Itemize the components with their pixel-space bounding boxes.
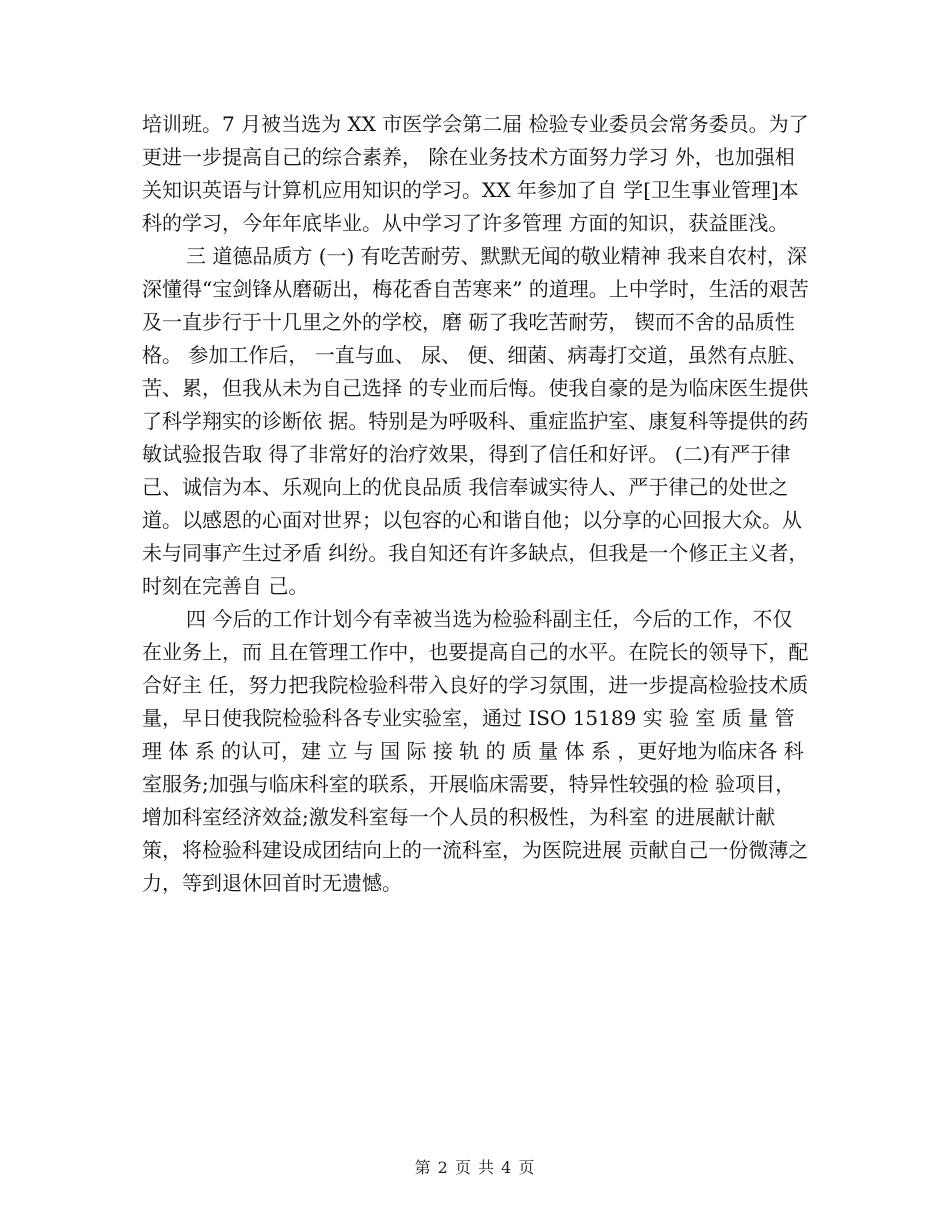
document-body: [142, 108, 812, 900]
page-number-footer: 第 2 页 共 4 页: [414, 1158, 536, 1177]
paragraph-work-plan: 四 今后的工作计划今有幸被当选为检验科副主任，今后的工作，不仅在业务上，而 且在管理工作中，也要提高自己的水平。在院长的领导下，配合好主 任，努力把我院检验科带入良好的学习氛围，进一步提高检验技术质 量，早日使我院检验科各专业实验室，通过 ISO 15189 实 验 室 质 量 管 理 体 系 的认可，建 立 与 国 际 接 轨 的 质 量 体 系 ，更好地为临床各 科室服务;加强与临床科室的联系，开展临床需要，特异性较强的检 验项目，增加科室经济效益;激发科室每一个人员的积极性，为科室 的进展献计献策，将检验科建设成团结向上的一流科室，为医院进展 贡献自己一份微薄之力，等到退休回首时无遗憾。: [142, 607, 809, 895]
paragraph-continuation: 培训班。7 月被当选为 XX 市医学会第二届 检验专业委员会常务委员。为了更进一步提高自己的综合素养， 除在业务技术方面努力学习 外，也加强相关知识英语与计算机应用知识的学习。XX 年参加了自 学[卫生事业管理]本科的学习，今年年底毕业。从中学习了许多管理 方面的知识，获益匪浅。: [142, 112, 809, 235]
paragraph-moral-character: 三 道德品质方 (一) 有吃苦耐劳、默默无闻的敬业精神 我来自农村，深深懂得“宝剑锋从磨砺出，梅花香自苦寒来” 的道理。上中学时，生活的艰苦及一直步行于十几里之外的学校，磨 砺了我吃苦耐劳， 锲而不舍的品质性格。 参加工作后， 一直与血、 尿、 便、细菌、病毒打交道，虽然有点脏、苦、累，但我从未为自己选择 的专业而后悔。使我自豪的是为临床医生提供了科学翔实的诊断依 据。特别是为呼吸科、重症监护室、康复科等提供的药敏试验报告取 得了非常好的治疗效果，得到了信任和好评。 (二)有严于律己、诚信为本、乐观向上的优良品质 我信奉诚实待人、严于律己的处世之道。以感恩的心面对世界；以包容的心和谐自他；以分享的心回报大众。从未与同事产生过矛盾 纠纷。我自知还有许多缺点，但我是一个修正主义者，时刻在完善自 己。: [142, 244, 809, 598]
